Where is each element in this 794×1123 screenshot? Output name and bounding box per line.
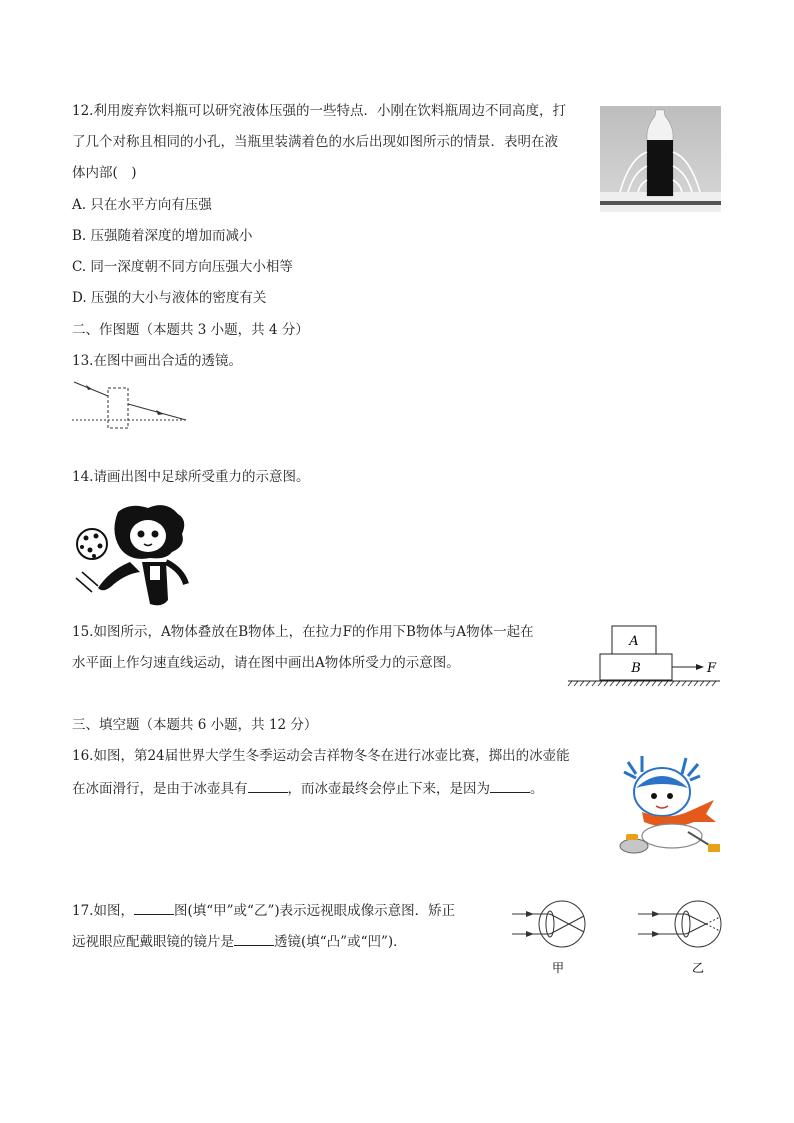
q12-line2: 了几个对称且相同的小孔，当瓶里装满着色的水后出现如图所示的情景．表明在液 bbox=[72, 134, 558, 150]
q13-lens-diagram bbox=[70, 378, 190, 430]
q12-option-c: C. 同一深度朝不同方向压强大小相等 bbox=[72, 259, 293, 275]
q12-option-a: A. 只在水平方向有压强 bbox=[72, 197, 212, 213]
q17-blank-2[interactable] bbox=[234, 931, 274, 946]
force-f-label: F bbox=[707, 661, 717, 676]
q16-line2-part2: ，而冰壶最终会停止下来，是因为 bbox=[287, 781, 490, 797]
section-3-heading: 三、填空题（本题共 6 小题，共 12 分） bbox=[72, 717, 318, 733]
q17-line1 bbox=[72, 900, 455, 921]
q16-line1: 16.如图，第24届世界大学生冬季运动会吉祥物冬冬在进行冰壶比赛，掷出的冰壶能 bbox=[72, 748, 570, 764]
q15-line2: 水平面上作匀速直线运动，请在图中画出A物体所受力的示意图。 bbox=[72, 655, 460, 671]
q16-blank-2[interactable] bbox=[490, 778, 530, 793]
q15-blocks-diagram bbox=[566, 624, 722, 690]
q12-option-d: D. 压强的大小与液体的密度有关 bbox=[72, 290, 267, 306]
q16-curling-mascot-figure bbox=[608, 752, 724, 860]
q14-text: 14.请画出图中足球所受重力的示意图。 bbox=[72, 469, 310, 485]
q16-line2-part1: 在冰面滑行，是由于冰壶具有 bbox=[72, 781, 248, 797]
q17-line1-part2: 图(填“甲”或“乙”)表示远视眼成像示意图．矫正 bbox=[173, 903, 456, 919]
q17-eye-diagrams bbox=[510, 896, 724, 976]
q17-blank-1[interactable] bbox=[134, 900, 174, 915]
label-yi: 乙 bbox=[691, 961, 705, 975]
block-a-label: A bbox=[629, 634, 639, 649]
q12-line3: 体内部( ) bbox=[72, 165, 137, 181]
block-b-label: B bbox=[631, 661, 641, 676]
q17-line2 bbox=[72, 931, 407, 952]
bottle-photo bbox=[600, 106, 721, 212]
q16-blank-1[interactable] bbox=[248, 778, 288, 793]
q17-line2-part1: 远视眼应配戴眼镜的镜片是 bbox=[72, 934, 234, 950]
section-2-heading: 二、作图题（本题共 3 小题，共 4 分） bbox=[72, 322, 309, 338]
q13-text: 13.在图中画出合适的透镜。 bbox=[72, 353, 242, 369]
q16-line2-part3: 。 bbox=[530, 781, 544, 797]
q14-mascot-football-figure bbox=[70, 500, 196, 610]
q12-option-b: B. 压强随着深度的增加而减小 bbox=[72, 228, 253, 244]
q12-line1: 12.利用废弃饮料瓶可以研究液体压强的一些特点．小刚在饮料瓶周边不同高度，打 bbox=[72, 103, 566, 119]
label-jia: 甲 bbox=[551, 961, 565, 975]
q15-line1: 15.如图所示，A物体叠放在B物体上，在拉力F的作用下B物体与A物体一起在 bbox=[72, 624, 534, 640]
q16-line2 bbox=[72, 778, 544, 799]
q17-line2-part2: 透镜(填“凸”或“凹”)． bbox=[274, 934, 407, 950]
q17-line1-part1: 17.如图， bbox=[72, 903, 134, 919]
